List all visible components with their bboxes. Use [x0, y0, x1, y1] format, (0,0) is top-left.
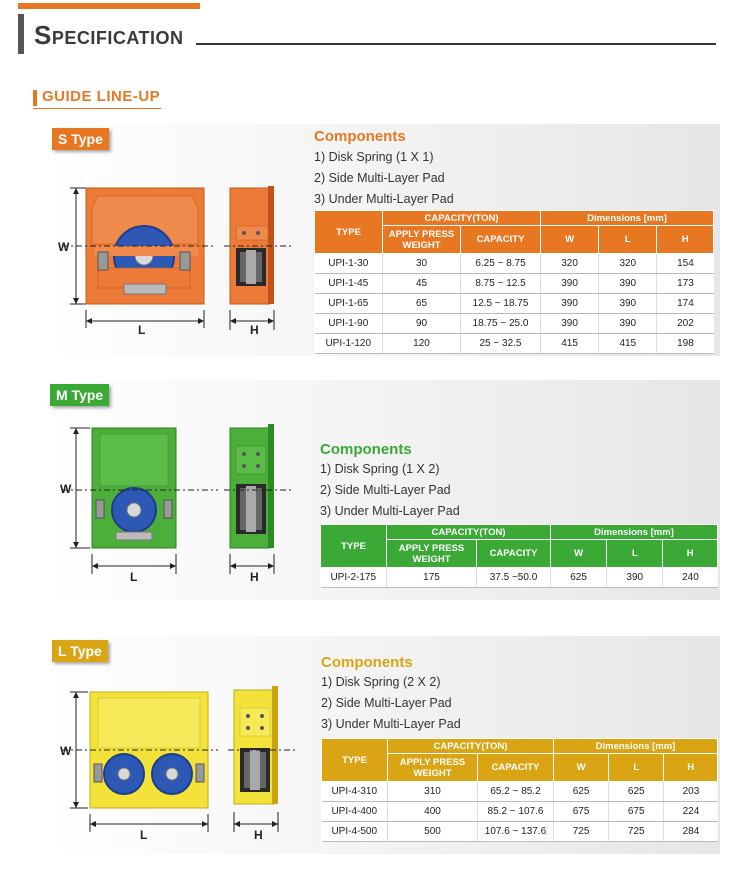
table-cell: 25 ~ 32.5	[461, 334, 541, 354]
table-cell: UPI-4-400	[322, 802, 388, 822]
l-type-top-view-drawing	[58, 684, 218, 844]
table-cell: 174	[657, 294, 714, 314]
table-cell: 154	[657, 254, 714, 274]
l-type-badge: L Type	[52, 640, 108, 662]
s-type-top-view-drawing	[58, 180, 218, 340]
table-cell: 65	[383, 294, 461, 314]
table-cell: 725	[609, 822, 664, 842]
table-cell: 45	[383, 274, 461, 294]
m-type-l-label: L	[130, 570, 138, 584]
table-cell: 65.2 ~ 85.2	[478, 782, 554, 802]
s-type-table-body	[315, 254, 714, 354]
m-type-w-label: W	[60, 482, 72, 496]
table-cell: 320	[541, 254, 599, 274]
table-header-dimensions-group: Dimensions [mm]	[541, 211, 714, 226]
table-row	[322, 822, 718, 842]
table-cell: 390	[599, 314, 657, 334]
m-type-top-view-drawing	[58, 424, 218, 584]
table-header-apply: APPLY PRESS WEIGHT	[387, 540, 477, 568]
table-cell: UPI-4-310	[322, 782, 388, 802]
table-cell: 415	[541, 334, 599, 354]
table-header-capacity-group: CAPACITY(TON)	[383, 211, 541, 226]
table-row	[315, 314, 714, 334]
guide-title: GUIDE LINE-UP	[42, 88, 161, 105]
table-header-w: W	[551, 540, 607, 568]
table-header-type: TYPE	[315, 211, 383, 254]
s-type-component-1: 1) Disk Spring (1 X 1)	[314, 150, 434, 164]
table-header-type: TYPE	[321, 525, 387, 568]
table-cell: 500	[388, 822, 478, 842]
table-cell: 202	[657, 314, 714, 334]
table-cell: 320	[599, 254, 657, 274]
table-header-apply: APPLY PRESS WEIGHT	[388, 754, 478, 782]
table-header-w: W	[541, 226, 599, 254]
table-cell: 390	[599, 274, 657, 294]
table-header-l: L	[609, 754, 664, 782]
table-cell: 203	[664, 782, 718, 802]
table-cell: 400	[388, 802, 478, 822]
table-row	[315, 254, 714, 274]
m-type-side-view-drawing	[224, 424, 294, 584]
table-cell: UPI-1-45	[315, 274, 383, 294]
table-header-dimensions-group: Dimensions [mm]	[554, 739, 718, 754]
table-cell: 725	[554, 822, 609, 842]
table-row	[322, 782, 718, 802]
table-header-capacity: CAPACITY	[461, 226, 541, 254]
table-header-h: H	[664, 754, 718, 782]
table-cell: 107.6 ~ 137.6	[478, 822, 554, 842]
l-type-component-2: 2) Side Multi-Layer Pad	[321, 696, 452, 710]
table-cell: UPI-2-175	[321, 568, 387, 588]
l-type-table-body	[322, 782, 718, 842]
table-cell: 18.75 ~ 25.0	[461, 314, 541, 334]
m-type-components-title: Components	[320, 441, 412, 458]
table-cell: 175	[387, 568, 477, 588]
table-cell: 90	[383, 314, 461, 334]
l-type-component-1: 1) Disk Spring (2 X 2)	[321, 675, 441, 689]
m-type-component-3: 3) Under Multi-Layer Pad	[320, 504, 460, 518]
l-type-w-label: W	[60, 744, 72, 758]
table-cell: 675	[554, 802, 609, 822]
s-type-l-label: L	[138, 323, 146, 337]
table-header-apply: APPLY PRESS WEIGHT	[383, 226, 461, 254]
l-type-spec-table	[321, 738, 718, 842]
table-cell: UPI-4-500	[322, 822, 388, 842]
table-header-dimensions-group: Dimensions [mm]	[551, 525, 718, 540]
table-cell: 37.5 ~50.0	[477, 568, 551, 588]
table-cell: 12.5 ~ 18.75	[461, 294, 541, 314]
l-type-component-3: 3) Under Multi-Layer Pad	[321, 717, 461, 731]
l-type-components-title: Components	[321, 654, 413, 671]
table-header-h: H	[657, 226, 714, 254]
table-row	[315, 274, 714, 294]
m-type-badge: M Type	[50, 384, 109, 406]
m-type-component-2: 2) Side Multi-Layer Pad	[320, 483, 451, 497]
m-type-h-label: H	[250, 570, 259, 584]
m-type-spec-table	[320, 524, 718, 588]
table-header-capacity-group: CAPACITY(TON)	[388, 739, 554, 754]
m-type-table-body	[321, 568, 718, 588]
table-cell: 390	[541, 294, 599, 314]
header-left-bar	[18, 14, 24, 54]
table-cell: 675	[609, 802, 664, 822]
table-cell: 284	[664, 822, 718, 842]
table-cell: 30	[383, 254, 461, 274]
table-cell: 8.75 ~ 12.5	[461, 274, 541, 294]
s-type-component-2: 2) Side Multi-Layer Pad	[314, 171, 445, 185]
s-type-spec-table	[314, 210, 714, 354]
table-cell: 224	[664, 802, 718, 822]
table-header-l: L	[599, 226, 657, 254]
table-cell: 415	[599, 334, 657, 354]
table-cell: UPI-1-90	[315, 314, 383, 334]
s-type-badge: S Type	[52, 128, 109, 150]
table-header-capacity-group: CAPACITY(TON)	[387, 525, 551, 540]
table-cell: 625	[554, 782, 609, 802]
table-cell: 120	[383, 334, 461, 354]
guide-rule	[33, 108, 161, 109]
table-cell: UPI-1-30	[315, 254, 383, 274]
table-header-type: TYPE	[322, 739, 388, 782]
table-cell: UPI-1-120	[315, 334, 383, 354]
table-header-l: L	[607, 540, 663, 568]
table-header-capacity: CAPACITY	[478, 754, 554, 782]
header-accent-bar	[18, 3, 200, 9]
l-type-side-view-drawing	[228, 686, 298, 846]
l-type-h-label: H	[254, 828, 263, 842]
table-cell: 390	[541, 274, 599, 294]
table-cell: 240	[663, 568, 718, 588]
s-type-w-label: W	[58, 240, 70, 254]
table-cell: 390	[541, 314, 599, 334]
header-rule	[196, 43, 716, 45]
table-header-w: W	[554, 754, 609, 782]
l-type-l-label: L	[140, 828, 148, 842]
m-type-component-1: 1) Disk Spring (1 X 2)	[320, 462, 440, 476]
s-type-component-3: 3) Under Multi-Layer Pad	[314, 192, 454, 206]
table-cell: 390	[599, 294, 657, 314]
table-row	[321, 568, 718, 588]
table-cell: 198	[657, 334, 714, 354]
table-cell: 625	[609, 782, 664, 802]
table-header-h: H	[663, 540, 718, 568]
page-title: Specification	[34, 20, 184, 50]
table-header-capacity: CAPACITY	[477, 540, 551, 568]
table-cell: 173	[657, 274, 714, 294]
s-type-components-title: Components	[314, 128, 406, 145]
table-row	[322, 802, 718, 822]
table-cell: 625	[551, 568, 607, 588]
guide-accent-bar	[33, 90, 37, 106]
table-cell: 85.2 ~ 107.6	[478, 802, 554, 822]
table-cell: 310	[388, 782, 478, 802]
table-cell: 6.25 ~ 8.75	[461, 254, 541, 274]
table-cell: UPI-1-65	[315, 294, 383, 314]
table-cell: 390	[607, 568, 663, 588]
s-type-h-label: H	[250, 323, 259, 337]
table-row	[315, 334, 714, 354]
s-type-side-view-drawing	[224, 186, 294, 336]
table-row	[315, 294, 714, 314]
